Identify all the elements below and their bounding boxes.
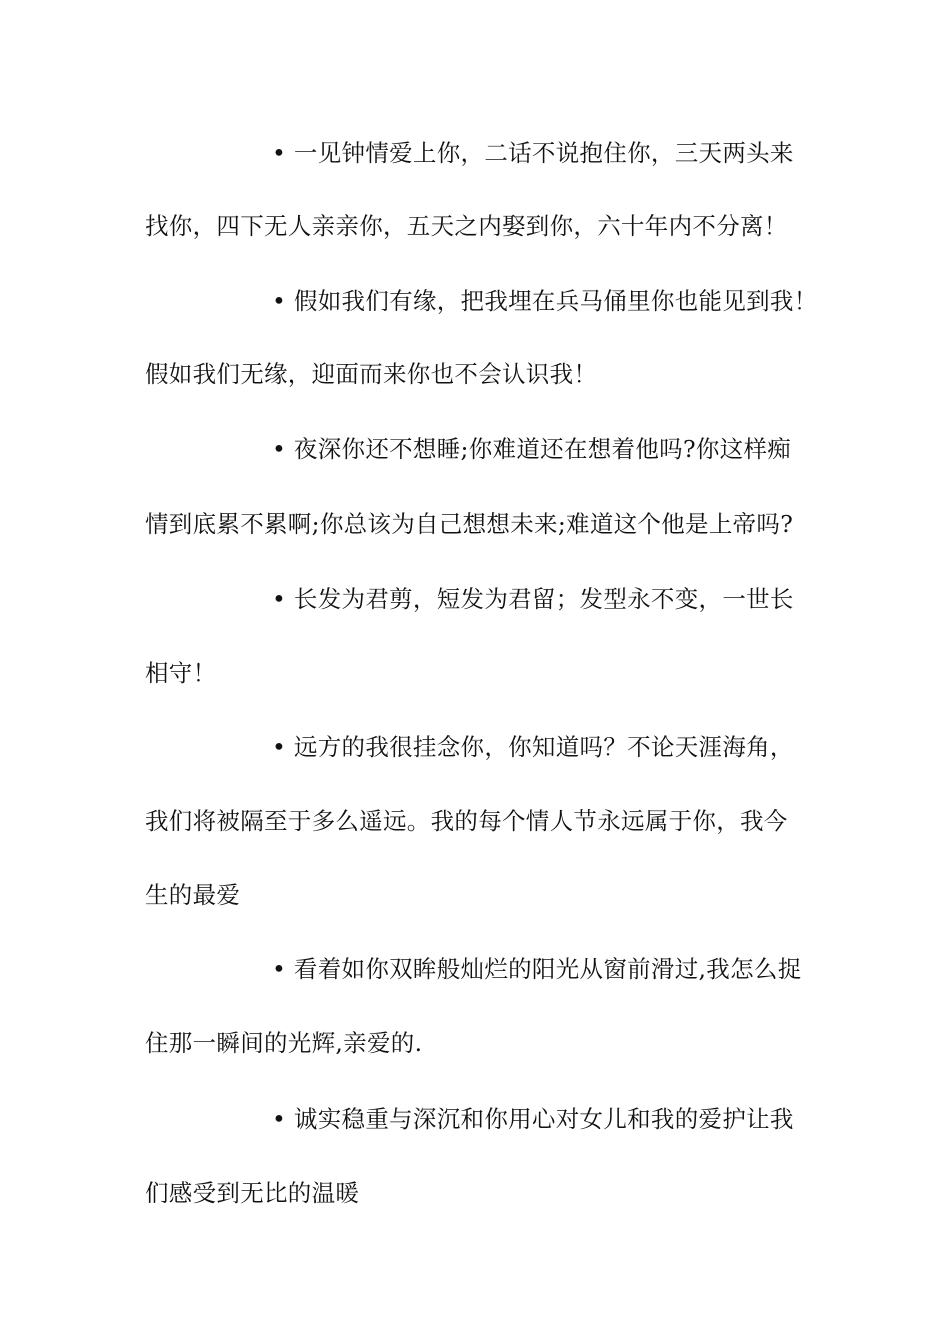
paragraph-1-line-2: 找你，四下无人亲亲你，五天之内娶到你，六十年内不分离！ [145,212,788,240]
paragraph-4-line-1: • 长发为君剪，短发为君留；发型永不变，一世长 [272,585,794,613]
paragraph-2-line-2: 假如我们无缘，迎面而来你也不会认识我！ [145,360,598,388]
paragraph-3-line-2: 情到底累不累啊;你总该为自己想想未来;难道这个他是上帝吗? [145,510,794,538]
paragraph-5-line-3: 生的最爱 [145,881,241,909]
paragraph-6-line-2: 住那一瞬间的光辉,亲爱的. [145,1029,423,1057]
paragraph-7-line-1: • 诚实稳重与深沉和你用心对女儿和我的爱护让我 [272,1105,794,1133]
paragraph-5-line-1: • 远方的我很挂念你，你知道吗？不论天涯海角， [272,733,794,761]
paragraph-6-line-1: • 看着如你双眸般灿烂的阳光从窗前滑过,我怎么捉 [272,955,802,983]
paragraph-3-line-1: • 夜深你还不想睡;你难道还在想着他吗?你这样痴 [272,435,792,463]
paragraph-2-line-1: • 假如我们有缘，把我埋在兵马俑里你也能见到我！ [272,287,818,315]
paragraph-4-line-2: 相守！ [145,659,217,687]
paragraph-5-line-2: 我们将被隔至于多么遥远。我的每个情人节永远属于你，我今 [145,807,788,835]
paragraph-1-line-1: • 一见钟情爱上你，二话不说抱住你，三天两头来 [272,139,794,167]
paragraph-7-line-2: 们感受到无比的温暖 [145,1179,360,1207]
